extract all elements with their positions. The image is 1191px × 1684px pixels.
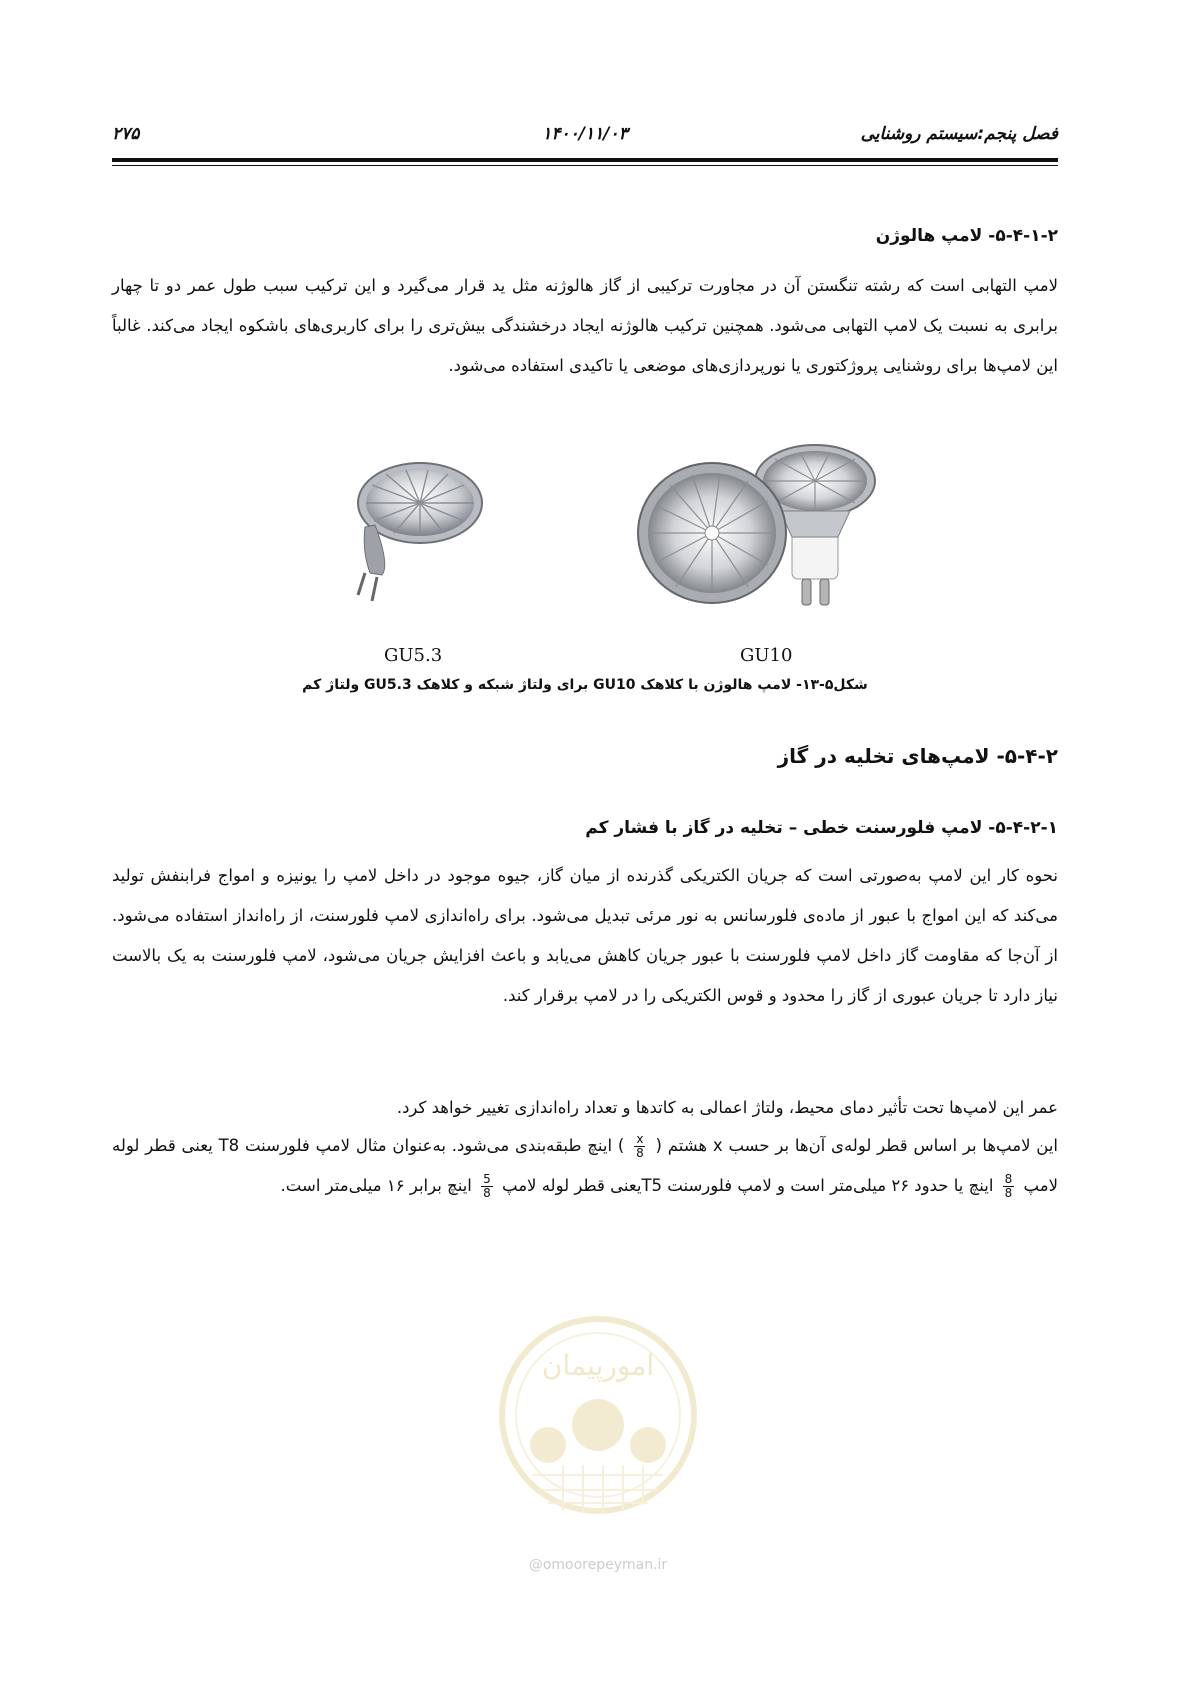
fraction-x-numerator: x xyxy=(636,1132,644,1146)
p3-text-1: این لامپ‌ها بر اساس قطر لوله‌ی آن‌ها بر حسب x هشتم ( xyxy=(655,1136,1059,1155)
heading-discharge: ۵-۴-۲- لامپ‌های تخلیه در گاز xyxy=(777,744,1058,768)
p3-text-2: ) اینچ طبقه‌بندی می‌شود. به‌عنوان مثال لامپ فلورسنت T8 یعنی قطر لوله لامپ xyxy=(112,1136,1058,1195)
watermark xyxy=(493,1305,703,1585)
fraction-8-over-8 xyxy=(1003,1173,1015,1200)
header-rule-thin xyxy=(112,165,1058,166)
watermark-logo-icon xyxy=(493,1305,703,1555)
gu10-lamp-image xyxy=(630,441,890,631)
heading-fluorescent: ۵-۴-۲-۱- لامپ فلورسنت خطی – تخلیه در گاز با فشار کم xyxy=(585,818,1058,838)
p3-text-4: اینچ برابر ۱۶ میلی‌متر است. xyxy=(280,1176,472,1195)
header-date: ۱۴۰۰/۱۱/۰۳ xyxy=(542,124,628,144)
figure-label-gu53: GU5.3 xyxy=(384,645,443,666)
fraction-5-denominator: 8 xyxy=(483,1186,491,1200)
running-header xyxy=(112,124,1058,150)
gu53-lamp-image xyxy=(320,455,500,615)
fraction-8-denominator: 8 xyxy=(1004,1186,1013,1200)
page-number: ۲۷۵ xyxy=(112,124,140,144)
fraction-x-denominator: 8 xyxy=(636,1146,644,1160)
figure-caption: شکل۵-۱۳- لامپ هالوژن با کلاهک GU10 برای ولتاژ شبکه و کلاهک GU5.3 ولتاژ کم xyxy=(302,677,868,693)
header-rule-thick xyxy=(112,158,1058,162)
figure-label-gu10: GU10 xyxy=(740,645,793,666)
paragraph-fluorescent-3 xyxy=(112,1126,1058,1206)
p3-text-3: اینچ یا حدود ۲۶ میلی‌متر است و لامپ فلورسنت T5یعنی قطر لوله لامپ xyxy=(502,1176,994,1195)
paragraph-fluorescent-2: عمر این لامپ‌ها تحت تأثیر دمای محیط، ولتاژ اعمالی به کاتدها و تعداد راه‌اندازی تغییر خواهد کرد. xyxy=(396,1098,1058,1117)
lamp-figure xyxy=(300,455,900,655)
fraction-5-over-8 xyxy=(481,1173,493,1200)
watermark-logo-text: امورپیمان xyxy=(541,1349,655,1382)
paragraph-fluorescent-1: نحوه کار این لامپ به‌صورتی است که جریان الکتریکی گذرنده از میان گاز، جیوه موجود در داخل لامپ را یونیزه و امواج فرابنفش تولید می‌کند که این امواج با عبور از ماده‌ی فلورسانس به نور مرئی تبدیل می‌شود. برای راه‌اندازی لامپ فلورسنت، از راه‌انداز استفاده می‌شود. از آن‌جا که مقاومت گاز داخل لامپ فلورسنت با عبور جریان کاهش می‌یابد و باعث افزایش جریان می‌شود، لامپ فلورسنت به یک بالاست نیاز دارد تا جریان عبوری از گاز را محدود و قوس الکتریکی را در لامپ برقرار کند. xyxy=(112,866,1058,1005)
paragraph-halogen: لامپ التهابی است که رشته تنگستن آن در مجاورت ترکیبی از گاز هالوژنه مثل ید قرار می‌گیرد و این ترکیب سبب طول عمر دو تا چهار برابری به نسبت یک لامپ التهابی می‌شود. همچنین ترکیب هالوژنه ایجاد درخشندگی بیش‌تری را برای کاربری‌های باشکوه ایجاد می‌کند. غالباً این لامپ‌ها برای روشنایی پروژکتوری یا نورپردازی‌های موضعی یا تاکیدی استفاده می‌شود. xyxy=(112,276,1058,375)
fraction-x-over-8 xyxy=(634,1133,646,1160)
chapter-title: فصل پنجم:سیستم روشنایی xyxy=(860,124,1058,144)
fraction-5-numerator: 5 xyxy=(483,1172,491,1186)
heading-halogen: ۵-۴-۱-۲- لامپ هالوژن xyxy=(875,226,1058,246)
watermark-site: @omoorepeyman.ir xyxy=(528,1557,668,1573)
fraction-8-numerator: 8 xyxy=(1004,1172,1013,1186)
